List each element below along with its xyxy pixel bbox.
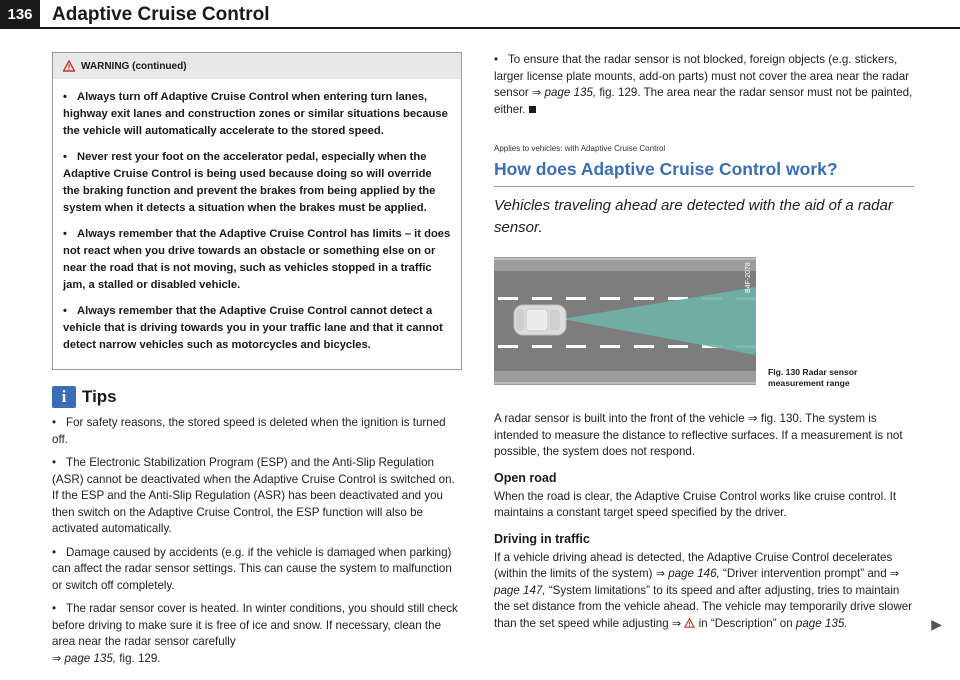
warning-label: WARNING (continued): [81, 60, 187, 72]
warning-item: • Always remember that the Adaptive Cruise Control has limits – it does not react when you drive towards an obstacle or something else on or near the road that is not moving, such as vehicles stopped in a traffic jam, a stalled or disabled vehicle.: [63, 228, 451, 291]
warning-header: [53, 53, 461, 79]
figure-ref: fig. 129.: [119, 651, 161, 665]
intro-paragraph: • To ensure that the radar sensor is not blocked, foreign objects (e.g. stickers, larger license plate mounts, add-on parts) must not cover the area near the radar sensor ⇒ page 135, fig. 129. The area near the radar sensor must not be painted, either.: [494, 53, 913, 116]
chapter-title: Adaptive Cruise Control: [52, 4, 270, 25]
end-mark: [529, 106, 536, 113]
tip-item: • For safety reasons, the stored speed is deleted when the ignition is turned off.: [52, 416, 446, 446]
radar-range-figure: [494, 253, 756, 391]
body-paragraph: When the road is clear, the Adaptive Cruise Control works like cruise control. It maintains a constant target speed specified by the driver.: [494, 489, 897, 519]
page-link[interactable]: page 146,: [668, 567, 720, 580]
figure-row: [494, 253, 914, 411]
page-link[interactable]: page 135.: [795, 616, 848, 630]
warning-triangle-icon: [63, 60, 75, 72]
warning-item: • Never rest your foot on the accelerator pedal, especially when the Adaptive Cruise Control is being used because doing so will override the braking function and prevent the brakes from being applied by the system when it detects a situation when the brakes must be applied.: [63, 151, 436, 214]
section-rule: [494, 186, 914, 187]
info-icon: i: [52, 386, 76, 408]
tip-item: • The Electronic Stabilization Program (ESP) and the Anti-Slip Regulation (ASR) cannot be deactivated when the Adaptive Cruise Control is switched on. If the ESP and the Anti-Slip Regulation (ASR) has been deactivated and you then switch on the Adaptive Cruise Control, the ESP function will also be activated automatically.: [52, 456, 455, 535]
warning-box: [52, 52, 462, 370]
tip-item: • The radar sensor cover is heated. In winter conditions, you should still check before driving to make sure it is free of ice and snow. If necessary, clean the area near the radar sensor carefully ⇒ page 135, fig. 129.: [52, 602, 458, 665]
figure-caption: Fig. 130 Radar sensor measurement range: [768, 367, 858, 388]
subheading-driving-in-traffic: Driving in traffic: [494, 531, 590, 546]
body-paragraph: A radar sensor is built into the front of the vehicle ⇒ fig. 130. The system is intended to measure the distance to reflective surfaces. If a measurement is not possible, the system does not respond.: [494, 412, 903, 458]
header-rule: [0, 27, 960, 29]
left-column: [52, 52, 462, 667]
page-ref-arrow: ⇒: [52, 651, 62, 665]
subheading-open-road: Open road: [494, 470, 557, 485]
tip-item: • Damage caused by accidents (e.g. if the vehicle is damaged when parking) can affect the radar sensor settings. This can cause the system to malfunction or switch off completely.: [52, 545, 452, 592]
page-link[interactable]: page 135,: [544, 86, 597, 99]
lead-text: Vehicles traveling ahead are detected with the aid of a radar sensor.: [494, 197, 893, 236]
tips-title: Tips: [82, 387, 117, 406]
car-icon: [514, 305, 566, 335]
body-paragraph: If a vehicle driving ahead is detected, the Adaptive Cruise Control decelerates (within the limits of the system) ⇒ page 146, “Driver intervention prompt” and ⇒ page 147, “System limitations” to its speed and after adjusting, tries to maintain the set distance from the vehicle ahead. The vehicle may temporarily drive slower than the set speed while adjusting ⇒ in “Description” on page 135. ▶: [494, 550, 942, 632]
page-number: 136: [0, 0, 40, 28]
section-title: How does Adaptive Cruise Control work?: [494, 159, 838, 179]
page-link[interactable]: page 135,: [64, 651, 117, 665]
figure-code: B4F-2078: [745, 262, 752, 293]
warning-triangle-icon: [684, 618, 695, 628]
warning-item: • Always remember that the Adaptive Cruise Control cannot detect a vehicle that is driving towards you in your traffic lane and that it cannot detect narrow vehicles such as motorcycles and bicycles.: [63, 305, 443, 351]
warning-item: • Always turn off Adaptive Cruise Control when entering turn lanes, highway exit lanes and construction zones or similar situations because the vehicle will automatically accelerate to the stored speed.: [63, 91, 448, 137]
tips-heading: [52, 386, 462, 408]
continue-arrow-icon: ▶: [931, 615, 942, 632]
page-link[interactable]: page 147,: [494, 583, 546, 597]
applies-to-note: Applies to vehicles: with Adaptive Cruise Control: [494, 144, 666, 153]
warning-body: [53, 79, 461, 369]
right-column: [494, 52, 942, 632]
